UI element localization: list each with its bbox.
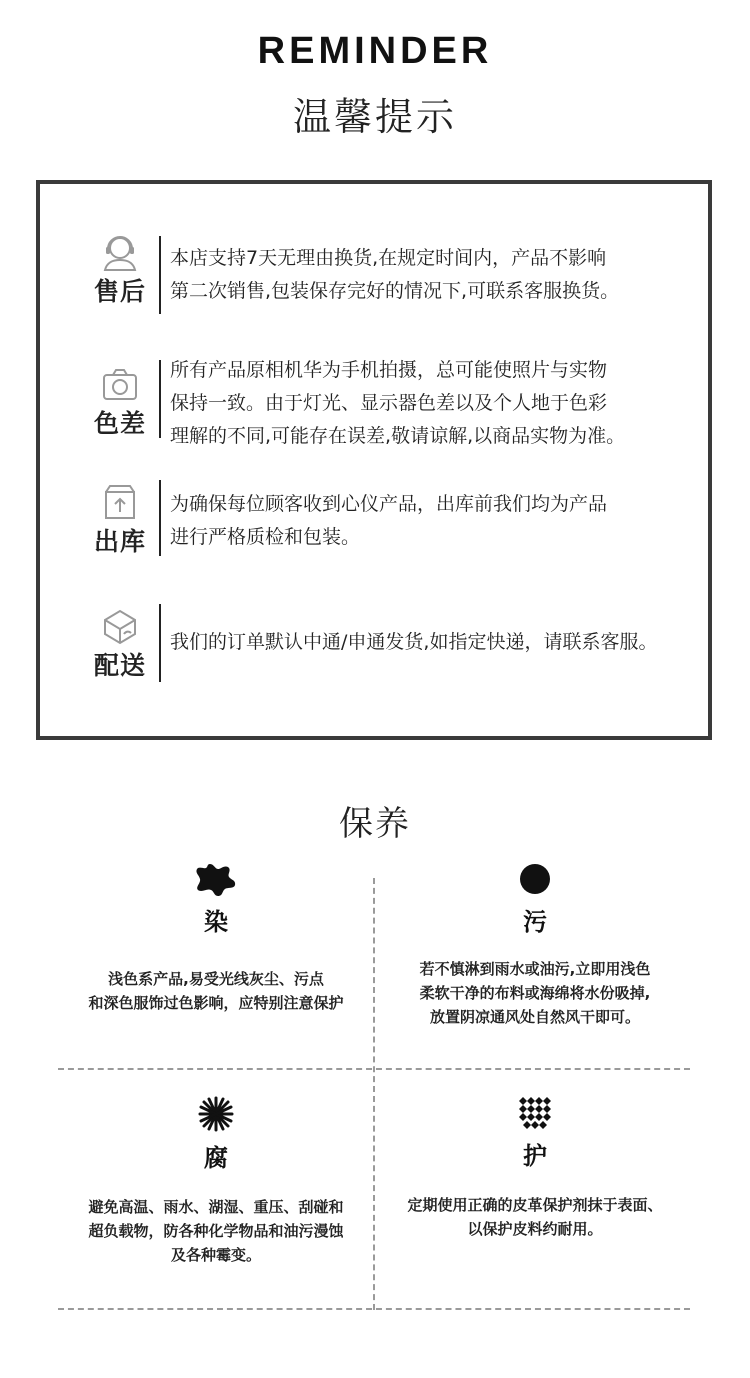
customer-service-icon	[100, 232, 140, 272]
corrosion-text	[58, 1195, 374, 1267]
reminder-panel	[36, 180, 712, 740]
care-item-corrosion	[58, 1096, 374, 1267]
dirt-text	[377, 957, 693, 1029]
after-sales-icon-group	[88, 232, 152, 308]
delivery-box-icon	[100, 606, 140, 646]
outbound-text	[170, 488, 607, 554]
delivery-icon-group	[88, 606, 152, 682]
horizontal-dashed-divider	[58, 1068, 690, 1070]
diamond-grid-icon	[517, 1096, 553, 1130]
outbound-icon-group	[88, 482, 152, 558]
text-line: 保持一致。由于灯光、显示器色差以及个人地于色彩	[170, 392, 608, 414]
care-item-stain	[58, 862, 374, 1015]
stain-label: 染	[204, 908, 228, 936]
text-line: 柔软干净的布料或海绵将水份吸掉,	[419, 984, 651, 1002]
color-difference-text	[170, 354, 625, 453]
text-line: 本店支持7天无理由换货,在规定时间内，产品不影响	[170, 247, 607, 269]
reminder-title-cn: 温馨提示	[292, 95, 457, 139]
divider-line	[159, 236, 161, 314]
care-item-dirt	[377, 862, 693, 1029]
text-line: 为确保每位顾客收到心仪产品，出库前我们均为产品	[170, 493, 608, 515]
text-line: 和深色服饰过色影响，应特别注意保护	[88, 994, 344, 1012]
after-sales-label: 售后	[93, 277, 146, 306]
divider-line	[159, 360, 161, 438]
divider-line	[159, 604, 161, 682]
outbound-label: 出库	[93, 527, 146, 556]
reminder-row-color-difference	[40, 354, 708, 454]
text-line: 第二次销售,包装保存完好的情况下,可联系客服换货。	[170, 280, 620, 302]
text-line: 所有产品原相机华为手机拍摄，总可能使照片与实物	[170, 359, 608, 381]
text-line: 及各种霉变。	[170, 1246, 261, 1264]
text-line: 避免高温、雨水、湖湿、重压、刮碰和	[88, 1198, 344, 1216]
starburst-icon	[198, 1096, 234, 1132]
camera-icon	[100, 364, 140, 404]
reminder-row-after-sales	[40, 230, 708, 316]
color-difference-icon-group	[88, 364, 152, 440]
text-line: 以保护皮料约耐用。	[467, 1220, 603, 1238]
color-difference-label: 色差	[93, 409, 146, 438]
reminder-row-outbound	[40, 478, 708, 564]
stain-splat-icon	[196, 862, 236, 896]
protect-label: 护	[523, 1142, 547, 1170]
divider-line	[159, 480, 161, 556]
protect-text	[377, 1193, 693, 1241]
text-line: 超负载物，防各种化学物品和油污漫蚀	[88, 1222, 344, 1240]
care-item-protect	[377, 1096, 693, 1241]
text-line: 我们的订单默认中通/申通发货,如指定快递，请联系客服。	[170, 631, 658, 653]
reminder-title-en: REMINDER	[257, 30, 493, 72]
dirt-label: 污	[523, 908, 547, 936]
delivery-text	[170, 626, 657, 659]
text-line: 放置阴凉通风处自然风干即可。	[429, 1008, 640, 1026]
stain-text	[58, 967, 374, 1015]
text-line: 若不慎淋到雨水或油污,立即用浅色	[419, 960, 651, 978]
package-box-icon	[100, 482, 140, 522]
reminder-row-delivery	[40, 602, 708, 688]
after-sales-text	[170, 242, 619, 308]
text-line: 理解的不同,可能存在误差,敬请谅解,以商品实物为准。	[170, 425, 626, 447]
dirt-dot-icon	[518, 862, 552, 896]
bottom-dashed-divider	[58, 1308, 690, 1310]
delivery-label: 配送	[93, 651, 146, 680]
text-line: 定期使用正确的皮革保护剂抹于表面、	[407, 1196, 663, 1214]
care-title: 保养	[339, 804, 411, 844]
corrosion-label: 腐	[204, 1144, 228, 1172]
text-line: 浅色系产品,易受光线灰尘、污点	[108, 970, 324, 988]
text-line: 进行严格质检和包装。	[170, 526, 361, 548]
